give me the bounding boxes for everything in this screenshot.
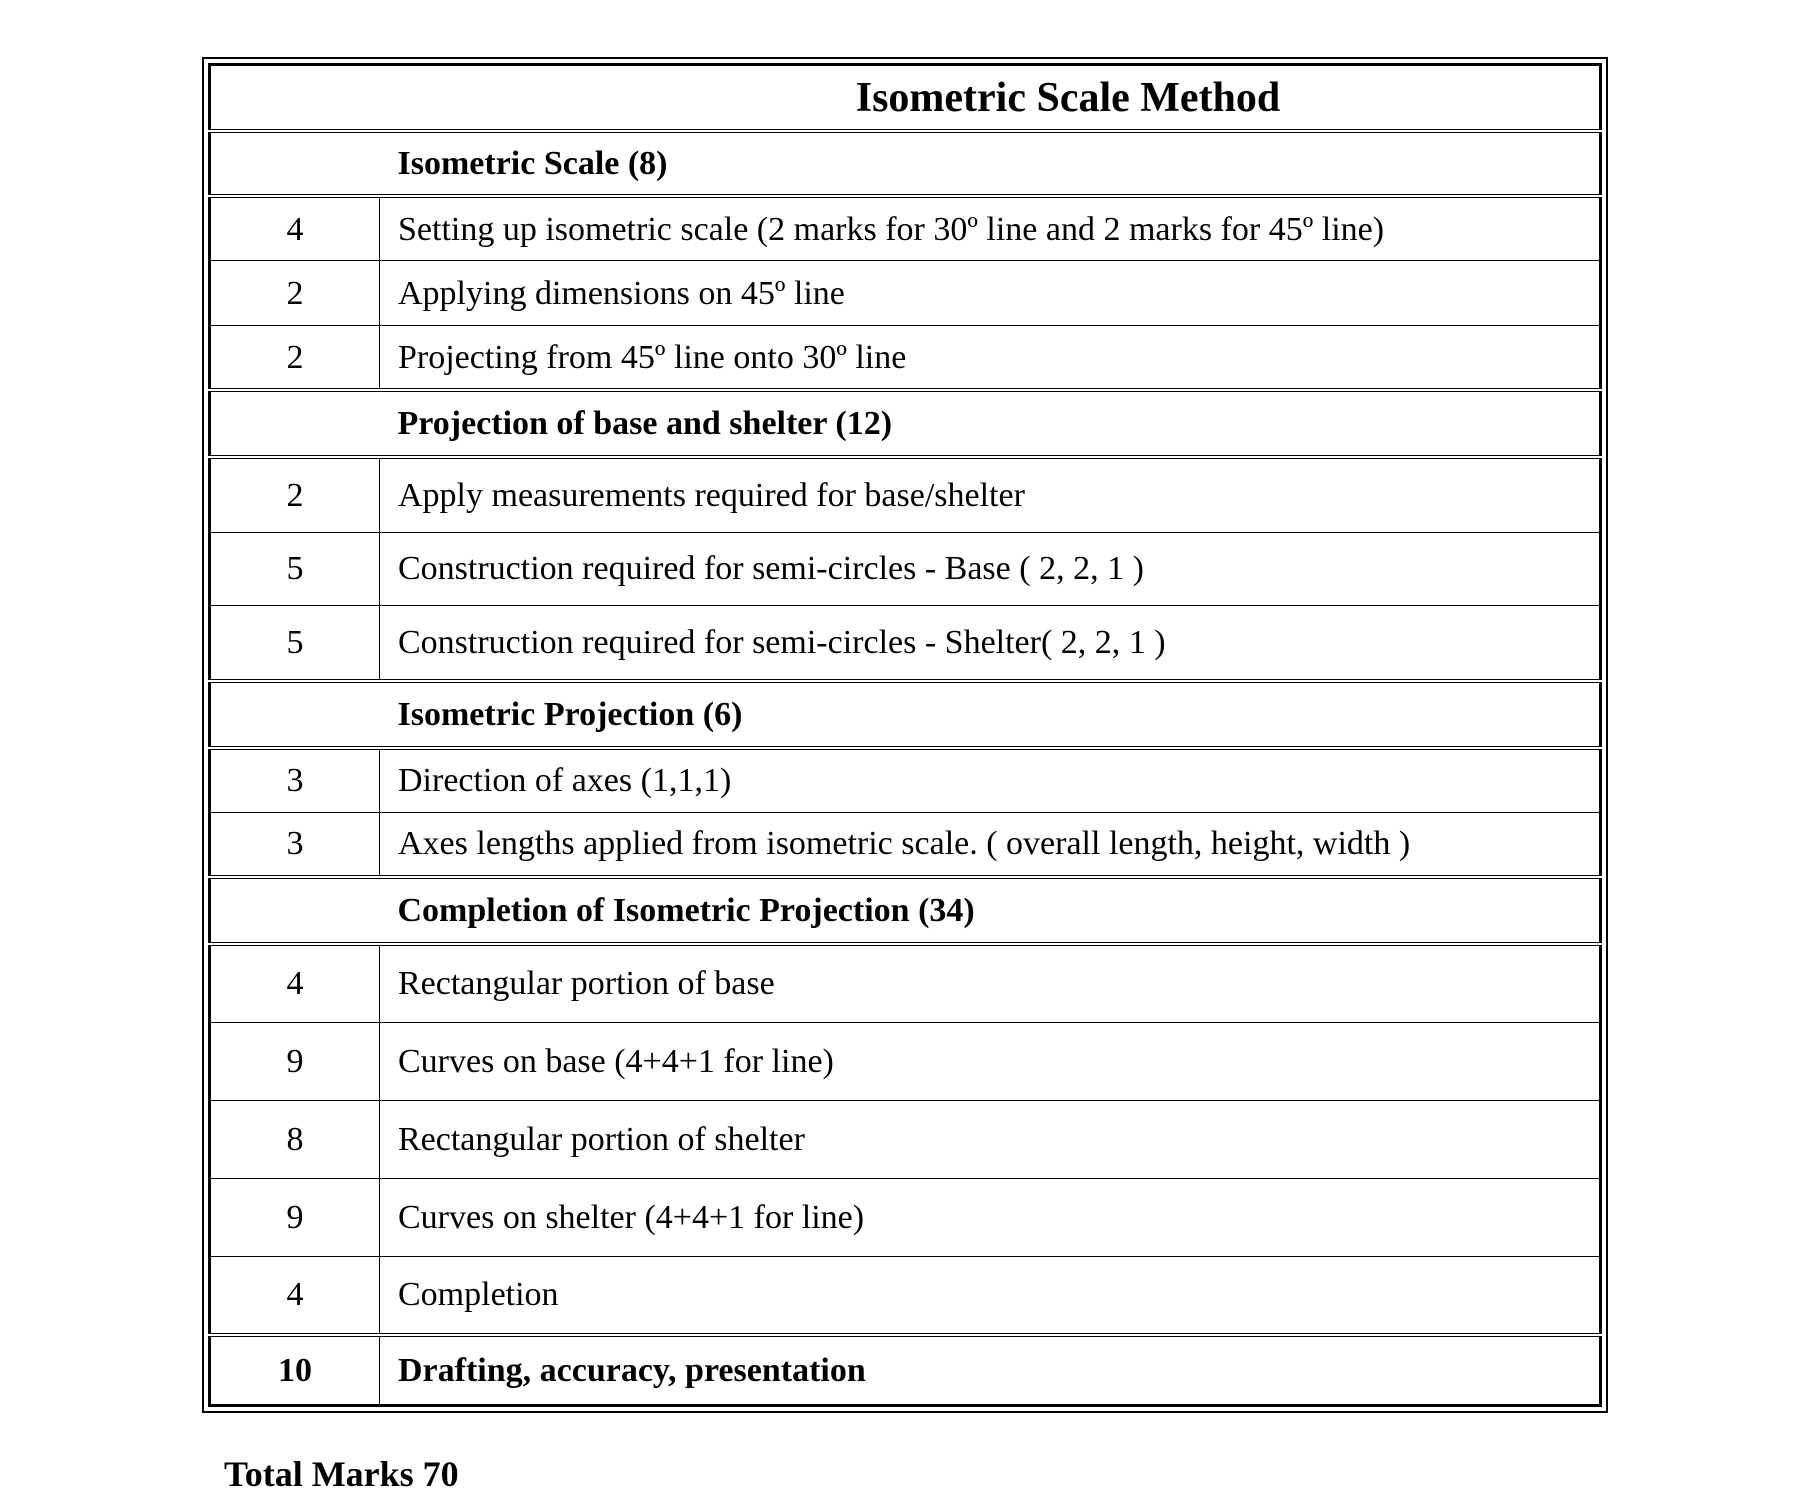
marking-scheme-table bbox=[208, 63, 1602, 1407]
criterion-cell: Rectangular portion of shelter bbox=[380, 1101, 1601, 1179]
criterion-cell: Axes lengths applied from isometric scale. ( overall length, height, width ) bbox=[380, 812, 1601, 877]
total-marks: Total Marks 70 bbox=[224, 1454, 459, 1494]
criterion-cell: Apply measurements required for base/shelter bbox=[380, 457, 1601, 532]
criterion-cell: Rectangular portion of base bbox=[380, 944, 1601, 1023]
marks-cell: 4 bbox=[210, 944, 380, 1023]
marking-scheme-frame bbox=[202, 57, 1608, 1413]
criterion-cell: Applying dimensions on 45º line bbox=[380, 261, 1601, 326]
marks-cell: 2 bbox=[210, 457, 380, 532]
section-marks-cell bbox=[210, 390, 380, 457]
table-row bbox=[210, 196, 1601, 261]
table-row bbox=[210, 1101, 1601, 1179]
table-row bbox=[210, 457, 1601, 532]
section-header-row bbox=[210, 390, 1601, 457]
marks-cell: 4 bbox=[210, 196, 380, 261]
final-criterion-cell: Drafting, accuracy, presentation bbox=[380, 1335, 1601, 1406]
marks-cell: 9 bbox=[210, 1023, 380, 1101]
section-marks-cell bbox=[210, 877, 380, 944]
criterion-cell: Setting up isometric scale (2 marks for 30º line and 2 marks for 45º line) bbox=[380, 196, 1601, 261]
table-row bbox=[210, 1179, 1601, 1257]
marks-cell: 5 bbox=[210, 532, 380, 606]
marks-cell: 2 bbox=[210, 261, 380, 326]
section-marks-cell bbox=[210, 681, 380, 748]
table-row bbox=[210, 326, 1601, 391]
section-header-row bbox=[210, 131, 1601, 196]
table-row bbox=[210, 748, 1601, 813]
section-header-row bbox=[210, 877, 1601, 944]
table-title: Isometric Scale Method bbox=[210, 65, 1601, 132]
table-row bbox=[210, 812, 1601, 877]
criterion-cell: Construction required for semi-circles - Base ( 2, 2, 1 ) bbox=[380, 532, 1601, 606]
criterion-cell: Construction required for semi-circles - Shelter( 2, 2, 1 ) bbox=[380, 606, 1601, 681]
final-row bbox=[210, 1335, 1601, 1406]
section-heading: Isometric Scale (8) bbox=[380, 131, 1601, 196]
table-row bbox=[210, 1023, 1601, 1101]
table-row bbox=[210, 1257, 1601, 1335]
section-header-row bbox=[210, 681, 1601, 748]
marks-cell: 9 bbox=[210, 1179, 380, 1257]
marks-cell: 5 bbox=[210, 606, 380, 681]
table-row bbox=[210, 606, 1601, 681]
table-row bbox=[210, 944, 1601, 1023]
marks-cell: 2 bbox=[210, 326, 380, 391]
table-row bbox=[210, 261, 1601, 326]
marks-cell: 4 bbox=[210, 1257, 380, 1335]
marks-cell: 3 bbox=[210, 748, 380, 813]
table-row bbox=[210, 532, 1601, 606]
final-marks-cell: 10 bbox=[210, 1335, 380, 1406]
section-heading: Completion of Isometric Projection (34) bbox=[380, 877, 1601, 944]
marks-cell: 8 bbox=[210, 1101, 380, 1179]
section-heading: Projection of base and shelter (12) bbox=[380, 390, 1601, 457]
table-title-row bbox=[210, 65, 1601, 132]
section-heading: Isometric Projection (6) bbox=[380, 681, 1601, 748]
marks-cell: 3 bbox=[210, 812, 380, 877]
criterion-cell: Curves on base (4+4+1 for line) bbox=[380, 1023, 1601, 1101]
criterion-cell: Projecting from 45º line onto 30º line bbox=[380, 326, 1601, 391]
criterion-cell: Direction of axes (1,1,1) bbox=[380, 748, 1601, 813]
criterion-cell: Curves on shelter (4+4+1 for line) bbox=[380, 1179, 1601, 1257]
criterion-cell: Completion bbox=[380, 1257, 1601, 1335]
section-marks-cell bbox=[210, 131, 380, 196]
